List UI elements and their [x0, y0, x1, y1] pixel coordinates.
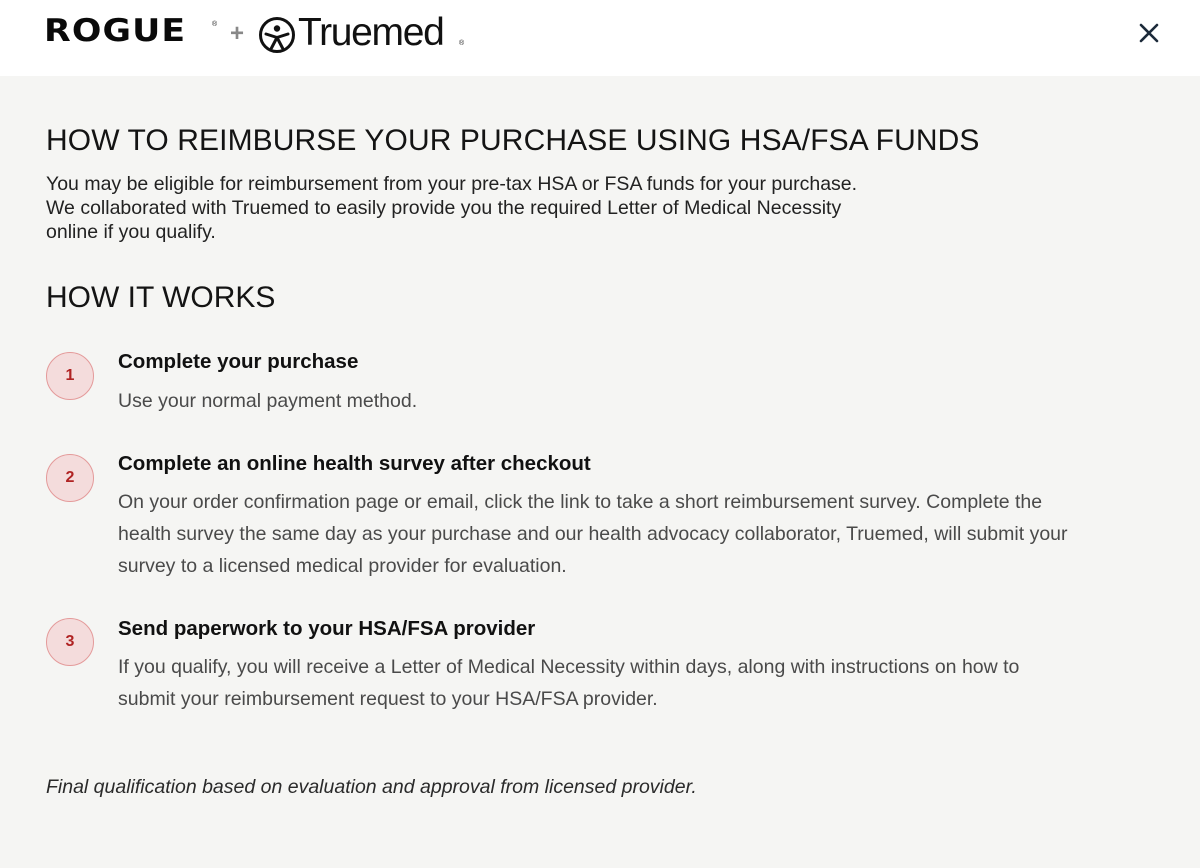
intro-text-line: You may be eligible for reimbursement from your pre-tax HSA or FSA funds for your purchase.	[46, 173, 858, 195]
step-number-badge: 2	[46, 454, 94, 502]
truemed-logo: Truemed	[298, 11, 444, 54]
step-description: submit your reimbursement request to your HSA/FSA provider.	[118, 688, 658, 710]
step-number-badge: 3	[46, 618, 94, 666]
brand-separator: +	[230, 20, 245, 47]
section-title: HOW IT WORKS	[46, 281, 276, 314]
step-description: Use your normal payment method.	[118, 390, 418, 412]
intro-text-line: online if you qualify.	[46, 221, 216, 243]
page-title: HOW TO REIMBURSE YOUR PURCHASE USING HSA/FSA FUNDS	[46, 124, 980, 157]
step-heading: Complete your purchase	[118, 350, 359, 373]
modal-header	[0, 0, 1200, 76]
step-number-badge: 1	[46, 352, 94, 400]
close-icon[interactable]	[1132, 16, 1166, 50]
rogue-registered-mark: ®	[212, 21, 218, 28]
modal-body	[0, 76, 1200, 868]
step-description: health survey the same day as your purchase and our health advocacy collaborator, Truemed, will submit your	[118, 523, 1068, 545]
step-heading: Send paperwork to your HSA/FSA provider	[118, 617, 536, 640]
step-description: survey to a licensed medical provider for evaluation.	[118, 555, 567, 577]
qualification-footnote: Final qualification based on evaluation and approval from licensed provider.	[46, 776, 697, 798]
intro-text-line: We collaborated with Truemed to easily provide you the required Letter of Medical Necessity	[46, 197, 842, 219]
rogue-logo: ROGUE	[44, 13, 187, 49]
step-description: On your order confirmation page or email, click the link to take a short reimbursement survey. Complete the	[118, 491, 1043, 513]
step-heading: Complete an online health survey after checkout	[118, 452, 591, 475]
truemed-registered-mark: ®	[459, 40, 465, 47]
truemed-person-icon	[258, 16, 296, 54]
step-description: If you qualify, you will receive a Letter of Medical Necessity within days, along with instructions on how to	[118, 656, 1020, 678]
